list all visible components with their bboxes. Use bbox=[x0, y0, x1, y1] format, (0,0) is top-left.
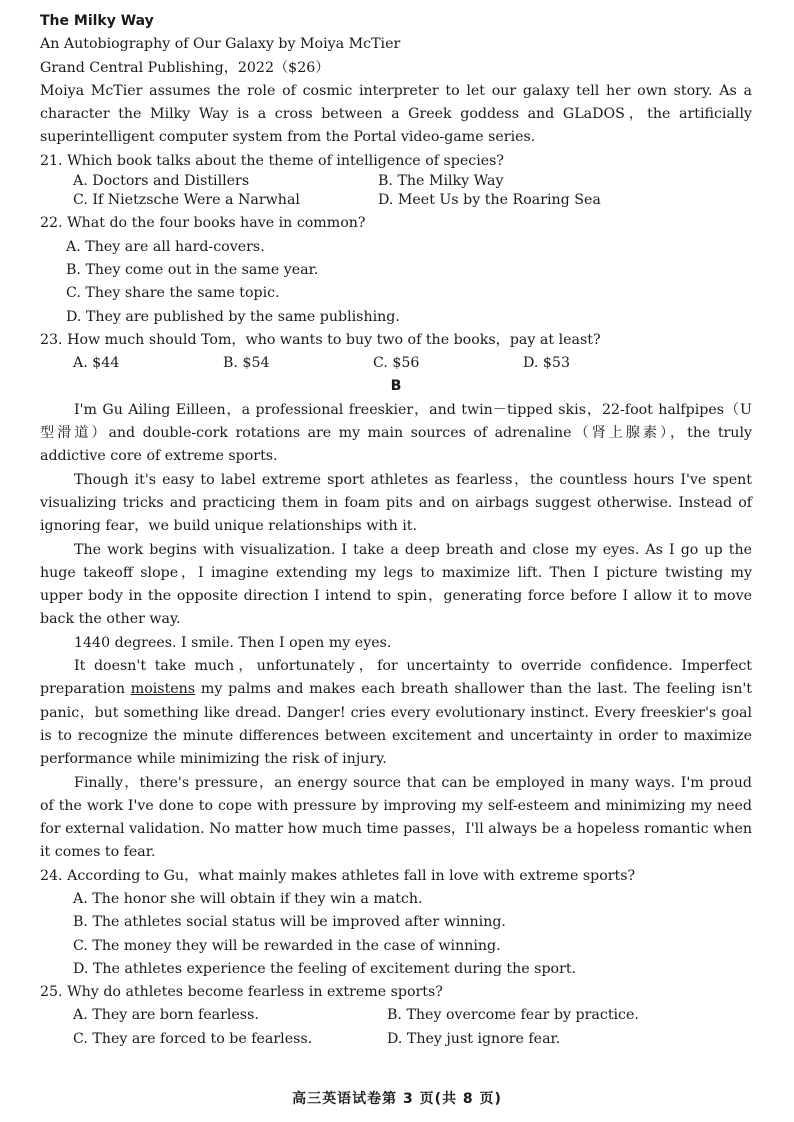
option-c: C. They share the same topic. bbox=[66, 285, 280, 302]
option-d: D. They are published by the same publishing. bbox=[66, 308, 400, 325]
option-a: A. They are born fearless. bbox=[73, 1007, 259, 1024]
question-25 bbox=[40, 981, 752, 1051]
question-23-options bbox=[40, 352, 752, 375]
option-a: A. They are all hard-covers. bbox=[66, 238, 265, 255]
book-subtitle: An Autobiography of Our Galaxy by Moiya McTier bbox=[40, 36, 401, 53]
exam-page bbox=[40, 10, 752, 1051]
underlined-word: moistens bbox=[130, 681, 196, 698]
option-b: B. The Milky Way bbox=[378, 173, 504, 190]
passage-paragraph: Though it's easy to label extreme sport athletes as fearless，the countless hours I've spent visualizing tricks and practicing them in foam pits and on airbags suggest otherwise. Instead of ignoring fear，we build unique relationships with it. bbox=[40, 471, 752, 535]
question-stem: 23. How much should Tom，who wants to buy two of the books，pay at least? bbox=[40, 331, 601, 348]
option-c: C. $56 bbox=[373, 355, 420, 372]
passage-paragraph: Finally，there's pressure，an energy source that can be employed in many ways. I'm proud of the work I've done to cope with pressure by improving my self-esteem and minimizing my need for external validation. No matter how much time passes，I'll always be a hopeless romantic when it comes to fear. bbox=[40, 774, 752, 861]
question-stem: 24. According to Gu，what mainly makes athletes fall in love with extreme sports? bbox=[40, 867, 636, 884]
option-b: B. $54 bbox=[223, 355, 270, 372]
passage-b bbox=[40, 399, 752, 865]
option-b: B. They overcome fear by practice. bbox=[387, 1007, 639, 1024]
option-b: B. They come out in the same year. bbox=[66, 261, 319, 278]
passage-paragraph: 1440 degrees. I smile. Then I open my eyes. bbox=[74, 634, 392, 651]
paragraph-text: my palms and makes each breath shallower than the last. The feeling isn't panic，but something like dread. Danger! cries every evolutionary instinct. Every freeskier's goal is to recognize the minute differences between excitement and uncertainty in order to maximize performance while minimizing the risk of injury. bbox=[40, 681, 752, 768]
option-d: D. $53 bbox=[523, 355, 570, 372]
option-a: A. Doctors and Distillers bbox=[73, 173, 250, 190]
book-publisher: Grand Central Publishing，2022（$26） bbox=[40, 59, 330, 76]
book-title: The Milky Way bbox=[40, 13, 154, 29]
option-d: D. The athletes experience the feeling of excitement during the sport. bbox=[73, 960, 577, 977]
option-c: C. If Nietzsche Were a Narwhal bbox=[73, 192, 300, 209]
option-a: A. $44 bbox=[73, 355, 120, 372]
question-21 bbox=[40, 150, 752, 213]
question-24 bbox=[40, 865, 752, 981]
option-c: C. They are forced to be fearless. bbox=[73, 1030, 313, 1047]
passage-paragraph: The work begins with visualization. I take a deep breath and close my eyes. As I go up the huge takeoff slope，I imagine extending my legs to maximize lift. Then I picture twisting my upper body in the opposite direction I intend to spin，generating force before I allow it to move back the other way. bbox=[40, 541, 752, 628]
question-23 bbox=[40, 329, 752, 376]
passage-paragraph bbox=[40, 655, 752, 771]
section-heading-b: B bbox=[390, 378, 402, 395]
option-d: D. Meet Us by the Roaring Sea bbox=[378, 192, 601, 209]
page-footer: 高三英语试卷第 3 页(共 8 页) bbox=[292, 1091, 502, 1107]
passage-paragraph: I'm Gu Ailing Eilleen，a professional freeskier，and twin－tipped skis，22-foot halfpipes（U 型滑道）and double-cork rotations are my main sources of adrenaline（肾上腺素），the truly addictive core of extreme sports. bbox=[40, 401, 752, 465]
question-stem: 22. What do the four books have in common? bbox=[40, 215, 366, 232]
option-a: A. The honor she will obtain if they win a match. bbox=[73, 890, 423, 907]
paragraph-text: It doesn't take much，unfortunately，for uncertainty to override confidence. Imperfect preparation bbox=[40, 658, 752, 698]
option-b: B. The athletes social status will be improved after winning. bbox=[73, 914, 506, 931]
book-description: Moiya McTier assumes the role of cosmic interpreter to let our galaxy tell her own story. As a character the Milky Way is a cross between a Greek goddess and GLaDOS，the artificially superintelligent computer system from the Portal video-game series. bbox=[40, 82, 752, 146]
option-c: C. The money they will be rewarded in the case of winning. bbox=[73, 937, 501, 954]
question-22 bbox=[40, 212, 752, 328]
option-d: D. They just ignore fear. bbox=[387, 1030, 561, 1047]
question-stem: 21. Which book talks about the theme of intelligence of species? bbox=[40, 152, 505, 169]
question-stem: 25. Why do athletes become fearless in extreme sports? bbox=[40, 984, 443, 1001]
